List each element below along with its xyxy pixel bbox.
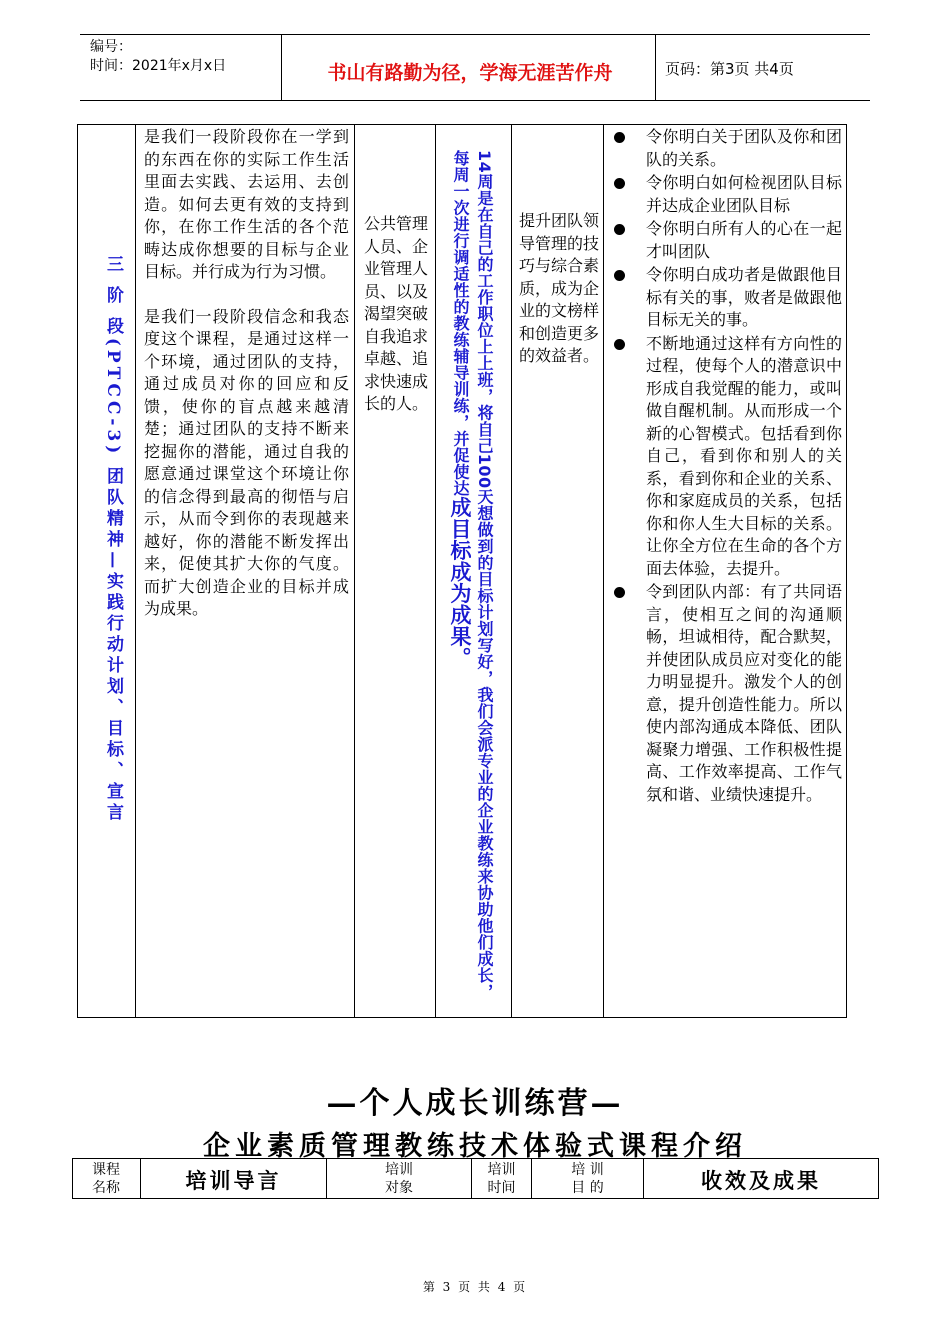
result-text: 令你明白关于团队及你和团队的关系。 [646, 127, 842, 169]
list-item [612, 126, 842, 171]
bullet-icon [614, 224, 625, 235]
header-divider [655, 34, 656, 100]
doc-time-label: 时间：2021年x月x日 [90, 58, 227, 74]
result-text: 令到团队内部：有了共同语言，使相互之间的沟通顺畅，坦诚相待，配合默契，并使团队成员应对变化的能力明显提升。激发个人的创意，提升创造性能力。所以使内部沟通成本降低、团队凝聚力增强、工作积极性提高、工作效率提高、工作气氛和谐、业绩快速提升。 [646, 582, 842, 804]
page-indicator: 页码：第3页 共4页 [665, 60, 794, 78]
bullet-icon [614, 587, 625, 598]
training-time-emphasis: 成目标成为成果。 [448, 496, 472, 669]
training-guide-cell [144, 126, 349, 621]
result-text: 令你明白如何检视团队目标 并达成企业团队目标 [646, 173, 859, 215]
training-target-cell: 公共管理人员、企业管理人员、以及渴望突破自我追求卓越、追求快速成长的人。 [364, 214, 429, 413]
section-subtitle: 企业素质管理教练技术体验式课程介绍 [203, 1131, 747, 1162]
results-cell [612, 126, 859, 807]
result-text: 令你明白所有人的心在一起才叫团队 [646, 219, 842, 261]
guide-paragraph: 是我们一段阶段你在一学到的东西在你的实际工作生活里面去实践、去运用、去创造。如何去更有效的支持到你，在你工作生活的各个范畴达成你想要的目标与企业目标。并行成为行为习惯。 [144, 127, 349, 281]
header-divider [281, 34, 282, 100]
header-results: 收效及成果 [701, 1168, 821, 1193]
list-item [612, 218, 842, 263]
page-footer: 第 3 页 共 4 页 [422, 1280, 528, 1294]
table-column-divider [354, 124, 355, 1018]
header-top-rule [80, 34, 870, 35]
doc-number-label: 编号： [90, 39, 132, 55]
course-table-header [72, 1158, 879, 1199]
guide-paragraph: 是我们一段阶段信念和我态度这个课程，是通过这样一个环境，通过团队的支持，通过成员对你的回应和反馈，使你的盲点越来越清楚；通过团队的支持不断来挖掘你的潜能，通过自我的愿意通过课堂这个环境让你的信念得到最高的彻悟与启示，从而令到你的表现越来越好，你的潜能不断发挥出来，促使其扩大你的气度。而扩大创造企业的目标并成为成果。 [144, 306, 349, 618]
header-target: 培训 对象 [385, 1162, 413, 1196]
table-column-divider [603, 124, 604, 1018]
header-time: 培训 时间 [487, 1162, 516, 1196]
bullet-icon [614, 132, 625, 143]
bullet-icon [614, 178, 625, 189]
training-time-cell [448, 150, 496, 1015]
table-column-divider [435, 124, 436, 1018]
header-bottom-rule [80, 100, 870, 101]
bullet-icon [614, 270, 625, 281]
header-guide: 培训导言 [185, 1168, 282, 1193]
header-purpose: 培 训 目 的 [571, 1162, 604, 1196]
result-text: 令你明白成功者是做跟他目标有关的事，败者是做跟他目标无关的事。 [646, 265, 842, 329]
training-purpose-cell: 提升团队领导管理的技巧与综合素质，成为企业的文榜样和创造更多的效益者。 [518, 211, 599, 365]
stage-title: 三 阶 段(PTCC-3) 团队精神—实践行动计划、目标、宣言 [103, 255, 123, 825]
bullet-icon [614, 339, 625, 350]
header-course-name: 课程 名称 [92, 1162, 120, 1196]
list-item [612, 581, 842, 806]
result-text: 不断地通过这样有方向性的过程，使每个人的潜意识中形成自我觉醒的能力，或叫做自醒机制。从而形成一个新的心智模式。包括看到你自己，看到你和别人的关系，看到你和企业的关系、你和家庭成员的关系，包括你和你人生大目标的关系。让你全方位在生命的各个方面去体验，去提升。 [646, 333, 842, 578]
list-item [612, 264, 842, 332]
table-column-divider [511, 124, 512, 1018]
list-item [612, 333, 842, 581]
section-title: —个人成长训练营— [326, 1086, 624, 1121]
header-motto: 书山有路勤为径，学海无涯苦作舟 [327, 62, 613, 84]
list-item [612, 172, 859, 217]
training-time-text: 14周是在自己的工作职位上上班，将自己100天想做到的目标计划写好，我们会派专业的企业教练来协助他们成长，每周一次进行调适性的教练辅导训练，并促使达 [451, 150, 494, 1001]
results-list [612, 126, 859, 806]
table-column-divider [135, 124, 136, 1018]
